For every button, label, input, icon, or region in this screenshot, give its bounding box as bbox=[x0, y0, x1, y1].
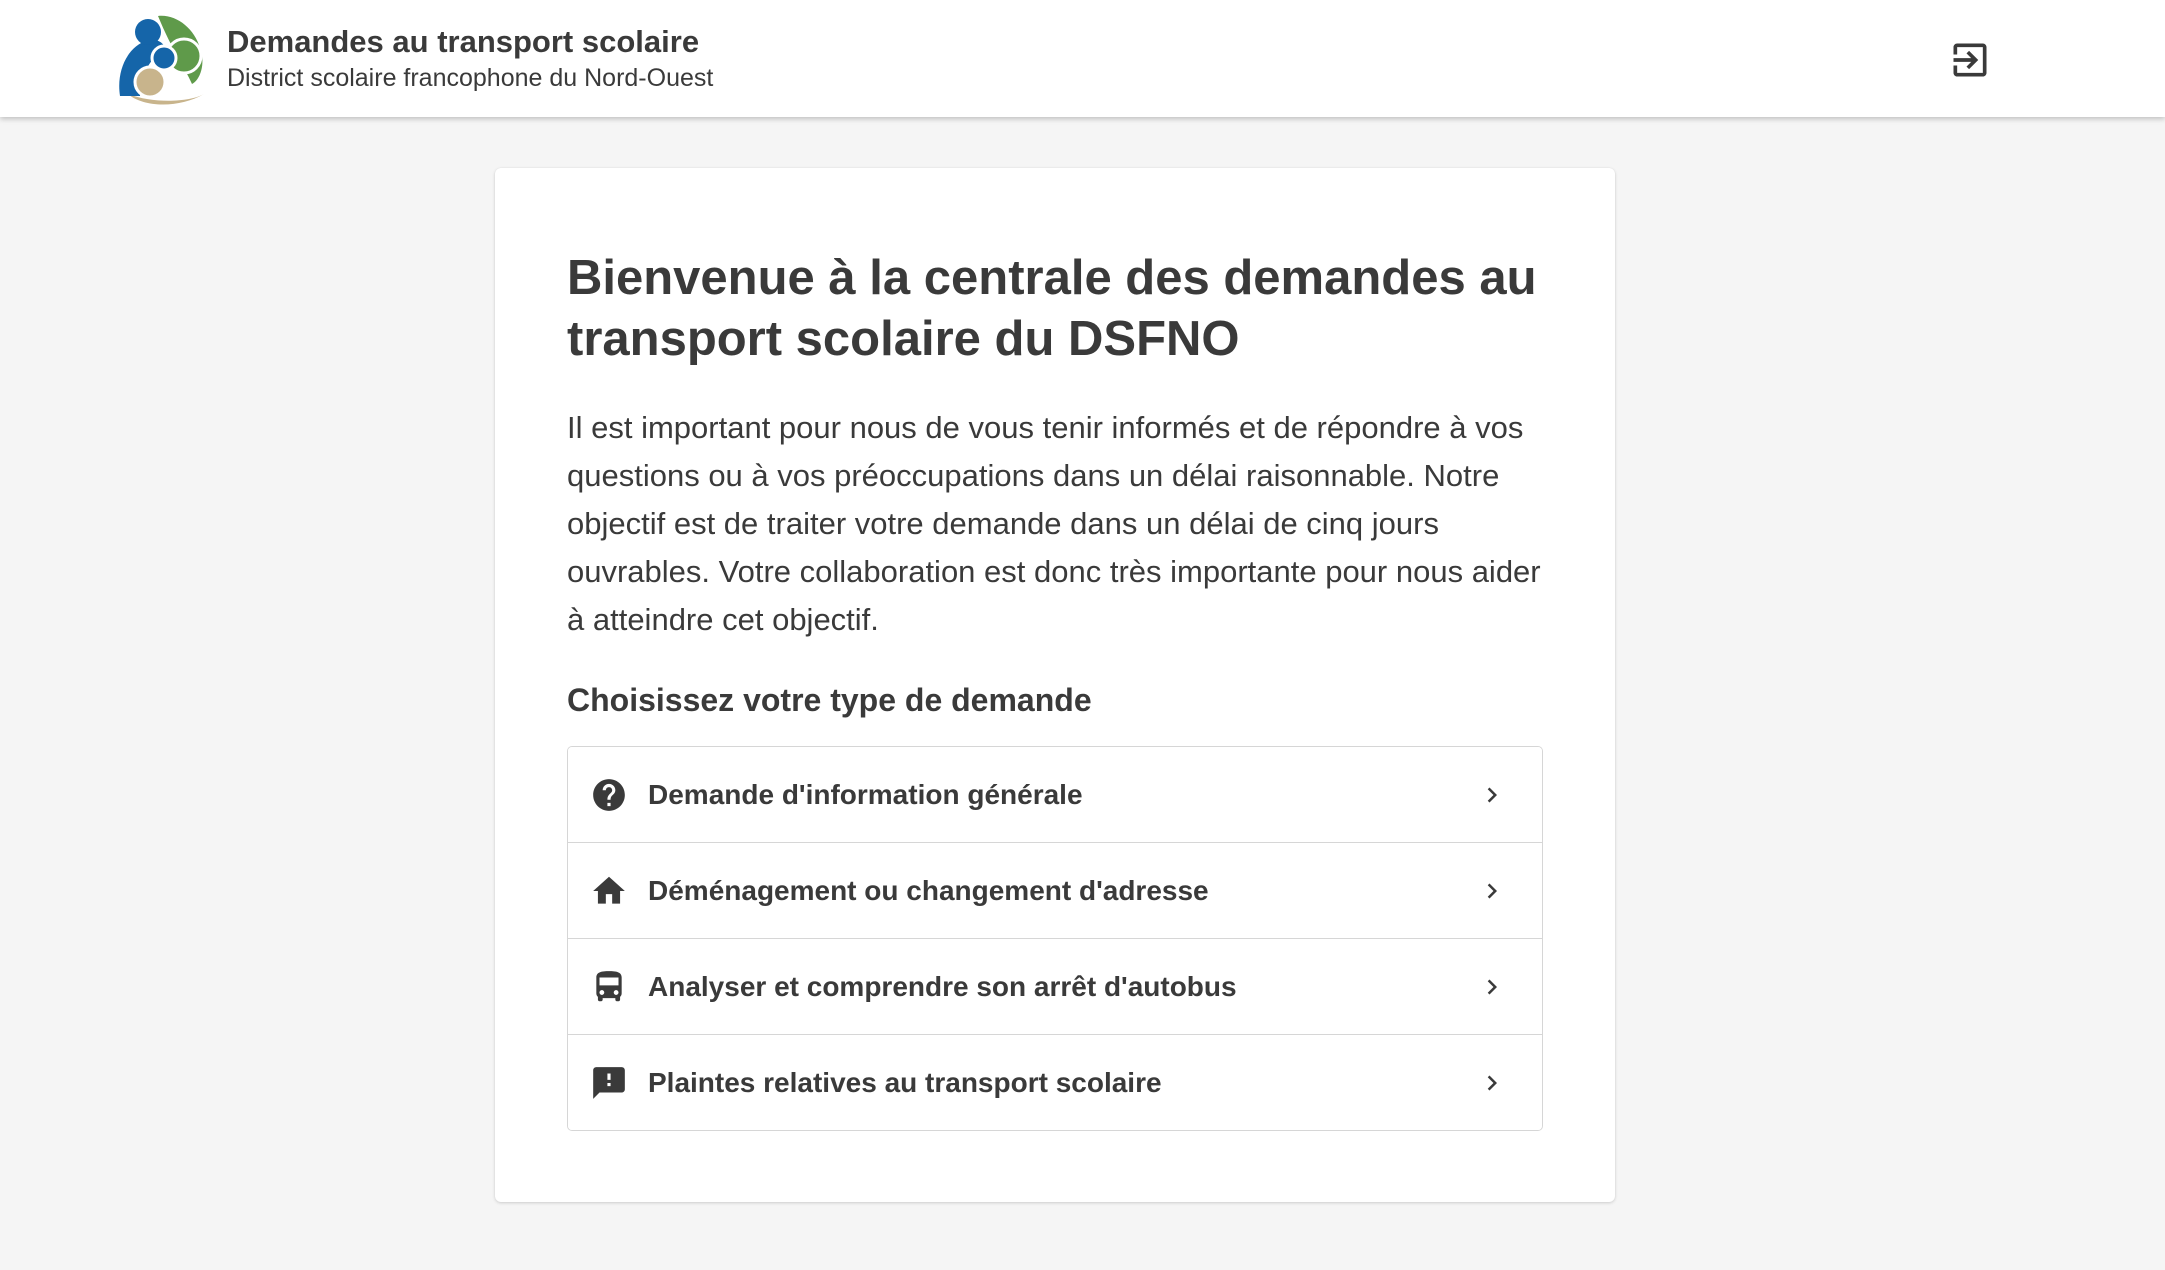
dsfno-logo bbox=[114, 10, 208, 106]
chevron-right-icon bbox=[1477, 876, 1507, 906]
app-title: Demandes au transport scolaire bbox=[227, 24, 700, 59]
bus-icon bbox=[590, 968, 628, 1006]
option-general-information[interactable] bbox=[568, 747, 1542, 842]
request-type-list bbox=[567, 746, 1543, 1131]
chevron-right-icon bbox=[1477, 1068, 1507, 1098]
app-subtitle: District scolaire francophone du Nord-Ouest bbox=[227, 64, 714, 92]
option-label: Analyser et comprendre son arrêt d'autobus bbox=[648, 970, 1237, 1002]
brand bbox=[227, 22, 713, 94]
option-bus-stop-analysis[interactable] bbox=[568, 938, 1542, 1034]
section-heading: Choisissez votre type de demande bbox=[567, 682, 1092, 718]
logout-icon bbox=[1948, 38, 1992, 82]
help-circle-icon bbox=[590, 776, 628, 814]
feedback-alert-icon bbox=[590, 1064, 628, 1102]
option-label: Plaintes relatives au transport scolaire bbox=[648, 1066, 1162, 1098]
option-address-change[interactable] bbox=[568, 842, 1542, 938]
home-icon bbox=[590, 872, 628, 910]
page-title: Bienvenue à la centrale des demandes au transport scolaire du DSFNO bbox=[567, 251, 1537, 366]
welcome-card bbox=[495, 168, 1615, 1202]
option-complaints[interactable] bbox=[568, 1034, 1542, 1130]
app-header bbox=[0, 0, 2165, 117]
chevron-right-icon bbox=[1477, 780, 1507, 810]
logout-button[interactable] bbox=[1944, 34, 1996, 86]
option-label: Déménagement ou changement d'adresse bbox=[648, 874, 1209, 906]
chevron-right-icon bbox=[1477, 972, 1507, 1002]
intro-paragraph: Il est important pour nous de vous tenir informés et de répondre à vos questions ou à vos préoccupations dans un délai raisonnable. Notre objectif est de traiter votre demande dans un délai de cinq jours ouvrables. Votre collaboration est donc très importante pour nous aider à atteindre cet objectif. bbox=[567, 410, 1541, 637]
option-label: Demande d'information générale bbox=[648, 778, 1083, 810]
